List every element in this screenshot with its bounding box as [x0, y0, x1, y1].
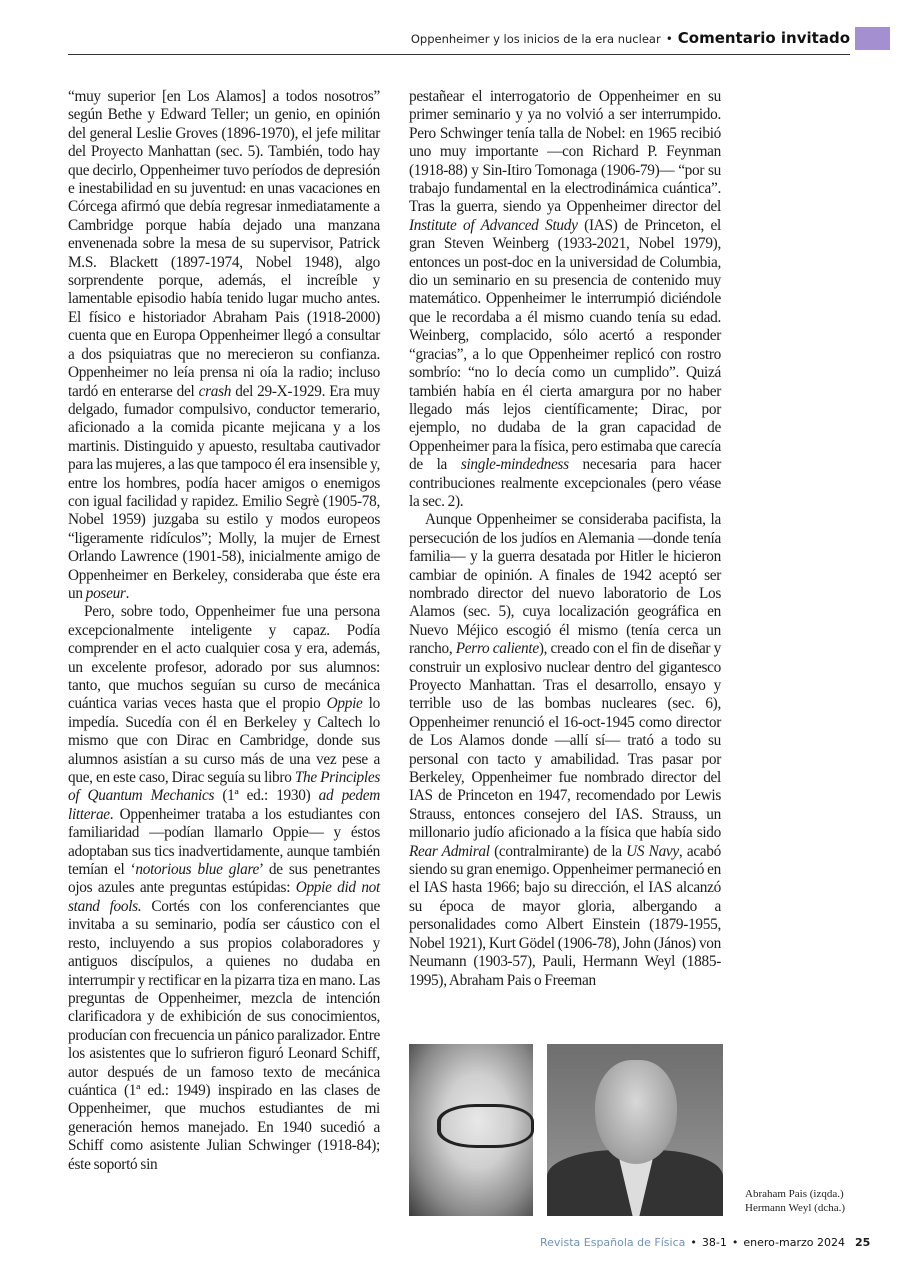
header-section-title: Comentario invitado [677, 29, 850, 47]
text-run: lo impedía. Sucedía con él en Berkeley y Caltech lo mismo que con Dirac en Cambridge, donde sus alumnos asistían a su curso más de una vez pese a que, en este caso, Dirac seguía su libro [68, 695, 380, 787]
text-run: pestañear el interrogatorio de Oppenheimer en su primer seminario y ya no volvió a ser interrumpido. Pero Schwinger tenía talla de Nobel: en 1965 recibió uno muy importante —con Richard P. Feynman (1918-88) y Sin-Itiro Tomonaga (1906-79)— “por su trabajo fundamental en la electrodinámica cuántica”. Tras la guerra, siendo ya Oppenheimer director del [409, 88, 721, 216]
italic-text: US Navy [626, 842, 679, 860]
head-shape [595, 1060, 677, 1164]
italic-text: single-mindedness [460, 456, 569, 474]
text-run: ), creado con el fin de diseñar y construir un explosivo nuclear dentro del gigantesco Proyecto Manhattan. Tras el desarrollo, ensayo y terrible uso de las bombas nucleares (sec. 6), Oppenheimer renunció el 16-oct-1945 como director de Los Alamos donde —allí sí— trató a todo su personal con tacto y amabilidad. Tras pasar por Berkeley, Oppenheimer fue nombrado director del IAS de Princeton en 1947, recomendado por Lewis Strauss, entonces consejero del IAS. Strauss, un millonario judío aficionado a la física que había sido [409, 640, 721, 842]
text-run: (1ª ed.: 1930) [214, 787, 319, 805]
section-color-tab [855, 27, 890, 50]
article-column-right [409, 88, 721, 990]
paragraph [409, 88, 721, 511]
text-run: . Oppenheimer trataba a los estudiantes con familiaridad —podían llamarlo Oppie— y éstos adoptaban sus tics inadvertidamente, aunque también temían el ‘ [68, 805, 380, 879]
text-run: “muy superior [en Los Alamos] a todos nosotros” según Bethe y Edward Teller; un genio, en opinión del general Leslie Groves (1896-1970), el jefe militar del Proyecto Manhattan (sec. 5). También, todo hay que decirlo, Oppenheimer tuvo períodos de depresión e inestabilidad en su juventud: en unas vacaciones en Córcega afirmó que debía regresar inmediatamente a Cambridge porque había dejado una manzana envenenada sobre la mesa de su supervisor, Patrick M.S. Blackett (1897-1974, Nobel 1948), algo sorprendente porque, además, el increíble y lamentable episodio había tenido lugar mucho antes. El físico e historiador Abraham Pais (1918-2000) cuenta que en Europa Oppenheimer llegó a consultar a dos psiquiatras que no merecieron su confianza. Oppenheimer no leía prensa ni oía la radio; incluso tardó en enterarse del [68, 88, 380, 400]
text-run: (contralmirante) de la [489, 842, 627, 860]
footer-separator: • [690, 1236, 697, 1249]
header-separator: • [665, 32, 673, 46]
italic-text: poseur [85, 584, 126, 602]
caption-line-2: Hermann Weyl (dcha.) [745, 1202, 846, 1214]
text-run: , acabó siendo su gran enemigo. Oppenheimer permaneció en el IAS hasta 1966; bajo su dirección, el IAS alcanzó su época de mayor gloria, albergando a personalidades como Albert Einstein (1879-1955, Nobel 1921), Kurt Gödel (1906-78), John (János) von Neumann (1903-57), Pauli, Hermann Weyl (1885-1995), Abraham Pais o Freeman [409, 842, 721, 989]
italic-text: Oppie did not stand fools. [68, 879, 380, 915]
text-run: ’ de sus penetrantes ojos azules ante preguntas estúpidas: [68, 861, 381, 897]
footer-separator: • [731, 1236, 739, 1249]
page-footer [540, 1236, 871, 1249]
glasses-shape [437, 1104, 534, 1148]
text-run: Cortés con los conferenciantes que invitaba a su seminario, podía ser cáustico con el resto, incluyendo a sus propios colaboradores y antiguos discípulos, a quienes no dudaba en interrumpir y rectificar en la pizarra tiza en mano. Las preguntas de Oppenheimer, mezcla de intención clarificadora y de exhibición de sus conocimientos, producían con frecuencia un pánico paralizador. Entre los asistentes que lo sufrieron figuró Leonard Schiff, autor después de un famoso texto de mecánica cuántica (1ª ed.: 1949) inspirado en las clases de Oppenheimer, que muchos estudiantes de mi generación hemos manejado. En 1940 sucedió a Schiff como asistente Julian Schwinger (1918-84); éste soportó sin [68, 897, 381, 1173]
paragraph [68, 603, 380, 1174]
text-run: (IAS) de Princeton, el gran Steven Weinberg (1933-2021, Nobel 1979), entonces un post-doc en la universidad de Columbia, dio un seminario en su presencia de contenido muy matemático. Oppenheimer le interrumpió diciéndole que le recordaba a él mismo cuando tenía su edad. Weinberg, complacido, sólo acertó a responder “gracias”, a lo que Oppenheimer replicó con rostro sombrío: “no lo decía como un cumplido”. Quizá también había en él cierta amargura por no haber llegado más lejos científicamente; Dirac, por ejemplo, no dudaba de la gran capacidad de Oppenheimer para la física, pero estimaba que carecía de la [409, 216, 721, 474]
italic-text: The Principles of Quantum Mechanics [68, 769, 380, 805]
text-run: necesaria para hacer contribuciones realmente excepcionales (pero véase la sec. 2). [409, 456, 721, 510]
italic-text: crash [198, 382, 232, 400]
text-run: del 29-X-1929. Era muy delgado, fumador compulsivo, conductor temerario, aficionado a la comida picante mejicana y a los martinis. Distinguido y apuesto, resultaba cautivador para las mujeres, a las que tampoco él era insensible y, entre los hombres, podía hacer amigos o enemigos con igual facilidad y rapidez. Emilio Segrè (1905-78, Nobel 1959) juzgaba su estilo y modos europeos “ligeramente ridículos”; Molly, la mujer de Ernest Orlando Lawrence (1901-58), inicialmente amigo de Oppenheimer en Berkeley, consideraba que éste era un [68, 382, 380, 602]
photo-hermann-weyl [547, 1044, 723, 1216]
text-run: . [125, 584, 130, 602]
header-topic: Oppenheimer y los inicios de la era nuclear [410, 32, 661, 46]
italic-text: ad pedem litterae [68, 787, 380, 823]
footer-journal: Revista Española de Física [540, 1236, 686, 1249]
running-header [68, 28, 850, 55]
caption-line-1: Abraham Pais (izqda.) [745, 1188, 844, 1200]
article-column-left [68, 88, 380, 1174]
italic-text: Perro caliente [455, 640, 539, 658]
paragraph [409, 511, 721, 990]
text-run: Aunque Oppenheimer se consideraba pacifista, la persecución de los judíos en Alemania —donde tenía familia— y la guerra desatada por Hitler le hicieron cambiar de opinión. A finales de 1942 aceptó ser nombrado director del nuevo laboratorio de Los Alamos (sec. 5), cuya localización geográfica en Nuevo Méjico escogió él mismo (tenía cerca un rancho, [409, 511, 721, 658]
paragraph [68, 88, 380, 603]
page-number: 25 [855, 1236, 871, 1249]
text-run: Pero, sobre todo, Oppenheimer fue una persona excepcionalmente inteligente y capaz. Podía comprender en el acto cualquier cosa y era, además, un excelente profesor, adorado por sus alumnos: tanto, que muchos seguían su curso de mecánica cuántica varias veces hasta que el propio [68, 603, 380, 713]
italic-text: Institute of Advanced Study [409, 216, 578, 234]
italic-text: Oppie [326, 695, 363, 713]
footer-date: enero-marzo 2024 [743, 1236, 846, 1249]
photo-abraham-pais [409, 1044, 533, 1216]
italic-text: notorious blue glare [135, 861, 260, 879]
italic-text: Rear Admiral [409, 842, 490, 860]
footer-issue: 38-1 [701, 1236, 727, 1249]
figure-caption [745, 1187, 845, 1215]
